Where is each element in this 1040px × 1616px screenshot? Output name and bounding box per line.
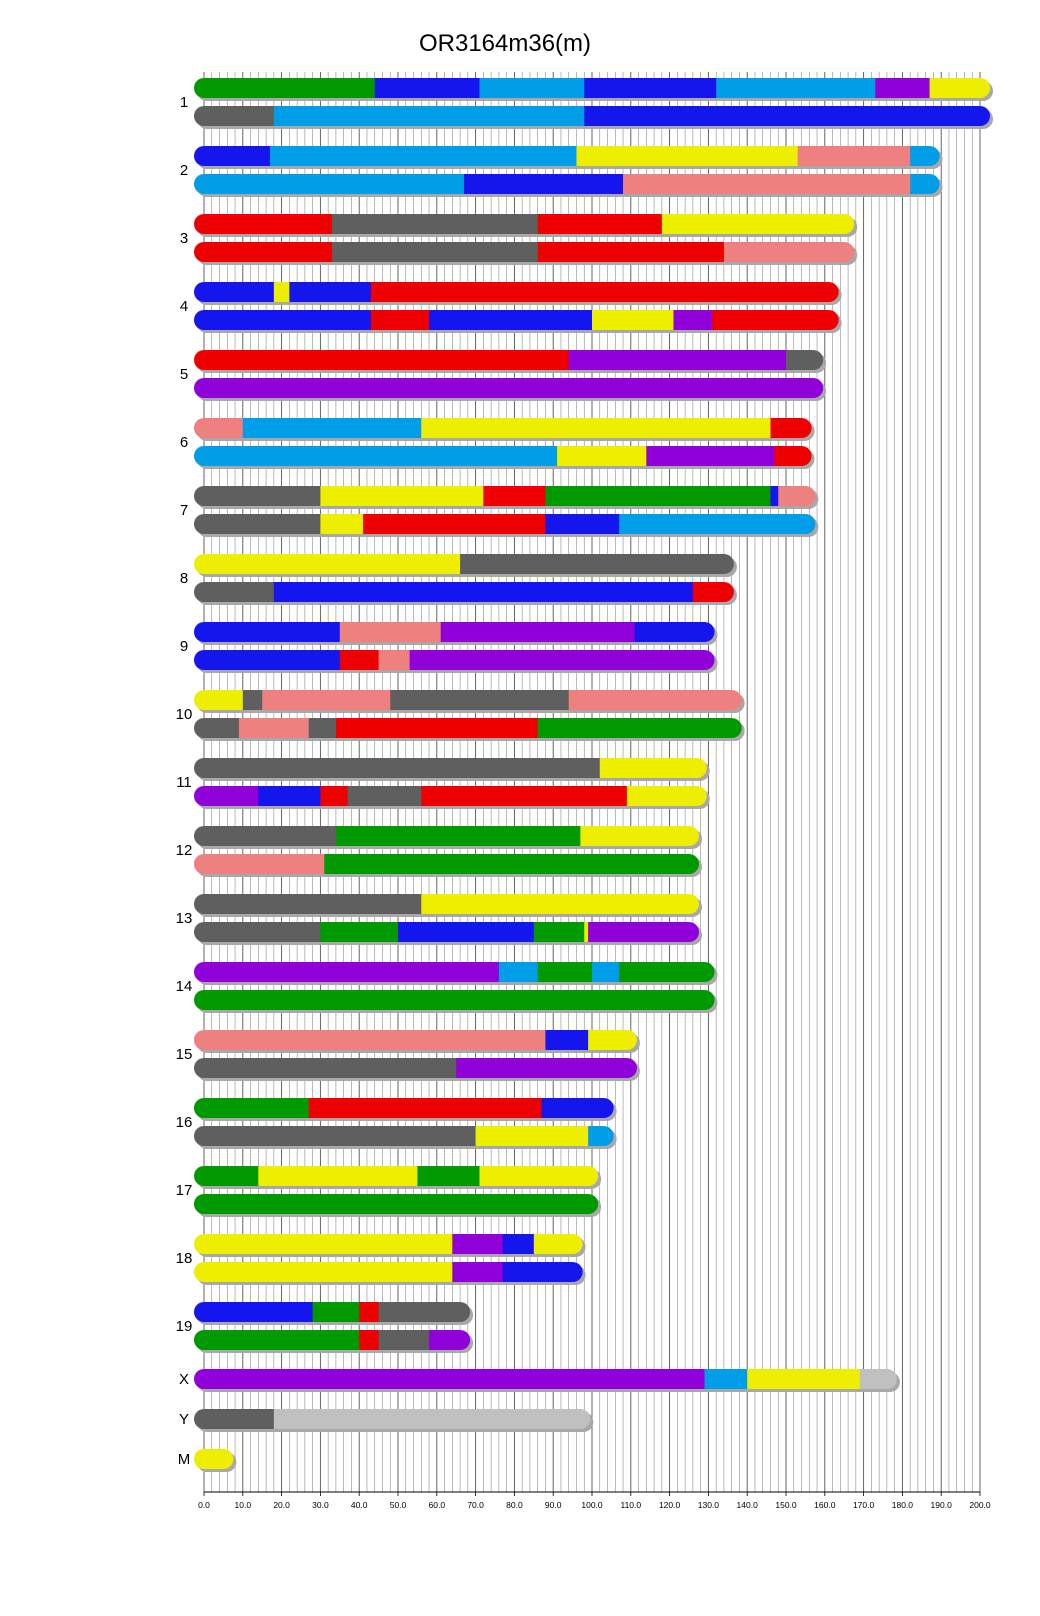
x-tick-label: 10.0 [234, 1500, 252, 1510]
segment-green [194, 990, 715, 1010]
x-tick-label: 120.0 [658, 1500, 681, 1510]
segment-purple [429, 1330, 470, 1350]
segment-lightblue [716, 78, 875, 98]
segment-green [194, 1330, 360, 1350]
segment-lightblue [705, 1369, 748, 1389]
haplotype-bar [194, 622, 715, 642]
x-tick-label: 70.0 [467, 1500, 484, 1510]
segment-lightblue [619, 514, 816, 534]
segment-blue [194, 146, 270, 166]
haplotype-bar [194, 1194, 599, 1214]
segment-purple [569, 350, 787, 370]
segment-purple [875, 78, 930, 98]
segment-yellow [584, 922, 588, 942]
segment-blue [375, 78, 480, 98]
segment-gray [194, 922, 321, 942]
segment-green [324, 854, 699, 874]
segment-pink [724, 242, 855, 262]
segment-red [371, 282, 839, 302]
segment-pink [798, 146, 911, 166]
haplotype-bar [194, 650, 715, 670]
haplotype-bar [194, 718, 742, 738]
segment-yellow [194, 690, 243, 710]
x-tick-label: 0.0 [198, 1500, 210, 1510]
segment-yellow [479, 1166, 598, 1186]
segment-blue [503, 1262, 583, 1282]
haplotype-bar [194, 1302, 470, 1322]
segment-red [340, 650, 379, 670]
segment-blue [289, 282, 371, 302]
segment-lightblue [194, 446, 557, 466]
segment-yellow [194, 1262, 453, 1282]
segment-gray [332, 242, 538, 262]
segment-lightblue [910, 146, 940, 166]
segment-yellow [476, 1126, 589, 1146]
segment-yellow [194, 554, 460, 574]
segment-gray [348, 786, 422, 806]
chromosome-label: 14 [175, 978, 193, 995]
x-tick-label: 190.0 [930, 1500, 952, 1510]
segment-pink [194, 854, 325, 874]
segment-yellow [421, 894, 699, 914]
segment-blue [194, 310, 371, 330]
segment-red [194, 350, 569, 370]
segment-pink [340, 622, 441, 642]
x-axis [198, 1492, 991, 1510]
segment-gray [332, 214, 538, 234]
segment-purple [194, 962, 499, 982]
segment-green [534, 922, 585, 942]
segment-red [320, 786, 348, 806]
segment-yellow [557, 446, 647, 466]
segment-purple [194, 786, 259, 806]
segment-purple [452, 1234, 503, 1254]
segment-purple [673, 310, 712, 330]
haplotype-bar [194, 418, 812, 438]
segment-blue [194, 1302, 313, 1322]
segment-pink [778, 486, 816, 506]
chromosome-label: X [178, 1371, 190, 1388]
segment-blue [635, 622, 715, 642]
chromosome-label: 7 [179, 502, 189, 519]
x-tick-label: 50.0 [389, 1500, 407, 1510]
segment-blue [545, 1030, 588, 1050]
x-tick-label: 170.0 [852, 1500, 875, 1510]
x-tick-label: 90.0 [544, 1500, 562, 1510]
chromosome-label: Y [178, 1411, 190, 1428]
segment-green [336, 826, 581, 846]
segment-lightblue [588, 1126, 614, 1146]
chromosome-labels [176, 94, 193, 1468]
segment-gray [194, 758, 600, 778]
haplotype-bar [194, 1126, 614, 1146]
segment-yellow [534, 1234, 583, 1254]
haplotype-bar [194, 786, 707, 806]
chromosome-label: 9 [179, 638, 189, 655]
segment-yellow [421, 418, 771, 438]
segment-lightgray [274, 1409, 591, 1429]
chromosome-label: 10 [175, 706, 193, 723]
chromosome-label: 18 [175, 1250, 193, 1267]
segment-blue [770, 486, 778, 506]
haplotype-bar [194, 1449, 234, 1469]
segment-green [194, 1166, 259, 1186]
chromosome-label: 12 [175, 842, 193, 859]
segment-pink [239, 718, 309, 738]
segment-green [545, 486, 770, 506]
haplotype-bar [194, 1166, 599, 1186]
segment-yellow [194, 1234, 453, 1254]
chromosome-label: 5 [179, 366, 189, 383]
haplotype-bar [194, 514, 816, 534]
segment-pink [194, 1030, 546, 1050]
haplotype-bar [194, 486, 816, 506]
haplotype-bar [194, 1234, 583, 1254]
x-tick-label: 20.0 [273, 1500, 290, 1510]
haplotype-bar [194, 1262, 583, 1282]
segment-yellow [320, 514, 363, 534]
haplotype-bar [194, 990, 715, 1010]
segment-red [359, 1302, 379, 1322]
segment-lightblue [499, 962, 538, 982]
segment-yellow [580, 826, 699, 846]
segment-blue [584, 106, 990, 126]
x-tick-label: 30.0 [312, 1500, 329, 1510]
segment-green [194, 1098, 309, 1118]
chromosome-label: M [177, 1451, 191, 1468]
x-tick-label: 140.0 [736, 1500, 758, 1510]
segment-gray [194, 1126, 476, 1146]
segment-yellow [627, 786, 707, 806]
haplotype-bar [194, 174, 940, 194]
segment-green [194, 1194, 599, 1214]
segment-blue [584, 78, 716, 98]
x-tick-label: 130.0 [697, 1500, 720, 1510]
haplotype-bar [194, 106, 990, 126]
segment-blue [545, 514, 619, 534]
segment-green [619, 962, 715, 982]
segment-green [417, 1166, 479, 1186]
segment-gray [194, 486, 321, 506]
segment-pink [194, 418, 243, 438]
haplotype-bar [194, 690, 742, 710]
segment-green [538, 962, 593, 982]
segment-gray [194, 582, 274, 602]
haplotype-bar [194, 446, 812, 466]
chromosome-label: 8 [179, 570, 189, 587]
segment-lightblue [270, 146, 577, 166]
segment-gray [194, 826, 336, 846]
segment-lightblue [479, 78, 584, 98]
segment-yellow [274, 282, 290, 302]
segment-blue [429, 310, 592, 330]
haplotype-bar [194, 242, 855, 262]
x-tick-label: 180.0 [891, 1500, 914, 1510]
segment-blue [194, 622, 340, 642]
segment-yellow [576, 146, 798, 166]
haplotype-bar [194, 310, 839, 330]
segment-purple [194, 378, 824, 398]
segment-yellow [600, 758, 707, 778]
segment-blue [194, 650, 340, 670]
haplotype-bar [194, 894, 699, 914]
segment-green [194, 78, 375, 98]
segment-red [336, 718, 538, 738]
haplotype-bar [194, 146, 940, 166]
segment-red [538, 242, 725, 262]
chromosome-label: 17 [175, 1182, 193, 1199]
segment-yellow [588, 1030, 637, 1050]
chromosome-label: 19 [175, 1318, 193, 1335]
haplotype-bar [194, 378, 824, 398]
x-tick-label: 40.0 [350, 1500, 368, 1510]
x-tick-label: 150.0 [775, 1500, 797, 1510]
x-tick-label: 200.0 [969, 1500, 991, 1510]
chromosome-label: 15 [175, 1046, 193, 1063]
segment-purple [588, 922, 699, 942]
haplotype-bar [194, 282, 839, 302]
segment-gray [194, 106, 274, 126]
segment-pink [623, 174, 911, 194]
segment-red [363, 514, 546, 534]
haplotype-bar [194, 1409, 591, 1429]
chromosome-label: 13 [175, 910, 193, 927]
haplotype-bar [194, 922, 699, 942]
haplotype-bar [194, 78, 990, 98]
segment-purple [410, 650, 715, 670]
segment-yellow [320, 486, 483, 506]
haplotype-bar [194, 854, 699, 874]
chart-title: OR3164m36(m) [418, 30, 592, 57]
chromosome-label: 1 [179, 94, 189, 111]
x-tick-label: 160.0 [814, 1500, 836, 1510]
segment-gray [194, 1409, 274, 1429]
segment-gray [243, 690, 263, 710]
segment-red [712, 310, 839, 330]
segment-purple [452, 1262, 503, 1282]
segment-blue [258, 786, 320, 806]
segment-yellow [592, 310, 674, 330]
segment-red [309, 1098, 542, 1118]
haplotype-bar [194, 758, 707, 778]
segment-red [483, 486, 545, 506]
segment-blue [274, 582, 693, 602]
haplotype-bar [194, 1098, 614, 1118]
segment-gray [460, 554, 734, 574]
segment-red [194, 214, 332, 234]
haplotype-bar [194, 554, 734, 574]
segment-purple [194, 1369, 705, 1389]
segment-red [693, 582, 734, 602]
segment-lightblue [243, 418, 422, 438]
haplotype-bar [194, 350, 824, 370]
chromosome-label: 6 [179, 434, 189, 451]
haplotype-bar [194, 1369, 897, 1389]
x-tick-label: 60.0 [428, 1500, 446, 1510]
haplotype-bar [194, 214, 855, 234]
segment-gray [786, 350, 824, 370]
segment-lightblue [592, 962, 620, 982]
segment-lightgray [860, 1369, 898, 1389]
segment-blue [503, 1234, 534, 1254]
segment-red [421, 786, 627, 806]
haplotype-bar [194, 582, 734, 602]
haplotype-bar [194, 962, 715, 982]
segment-blue [194, 282, 274, 302]
segment-green [538, 718, 742, 738]
segment-yellow [747, 1369, 860, 1389]
segment-pink [262, 690, 390, 710]
segment-blue [542, 1098, 614, 1118]
segment-gray [194, 1058, 457, 1078]
segment-gray [194, 894, 422, 914]
segment-blue [398, 922, 534, 942]
segment-gray [309, 718, 337, 738]
segment-yellow [662, 214, 855, 234]
chromosome-label: 4 [179, 298, 189, 315]
segment-blue [464, 174, 623, 194]
segment-yellow [930, 78, 991, 98]
segment-gray [379, 1302, 471, 1322]
segment-pink [379, 650, 410, 670]
segment-green [313, 1302, 360, 1322]
segment-red [774, 446, 812, 466]
segment-yellow [258, 1166, 417, 1186]
segment-pink [569, 690, 742, 710]
segment-green [320, 922, 398, 942]
segment-red [538, 214, 663, 234]
chromosome-label: 3 [179, 230, 189, 247]
segment-lightblue [910, 174, 940, 194]
segment-gray [194, 514, 321, 534]
segment-gray [390, 690, 569, 710]
segment-yellow [194, 1449, 234, 1469]
chromosome-label: 16 [175, 1114, 193, 1131]
segment-lightblue [194, 174, 464, 194]
segment-purple [441, 622, 635, 642]
haplotype-bar [194, 1030, 637, 1050]
chromosome-label: 2 [179, 162, 189, 179]
haplotype-bar [194, 826, 699, 846]
x-tick-label: 100.0 [581, 1500, 603, 1510]
segment-red [359, 1330, 379, 1350]
chromosome-label: 11 [176, 774, 192, 791]
segment-red [194, 242, 332, 262]
segment-red [770, 418, 811, 438]
segment-lightblue [274, 106, 585, 126]
x-tick-label: 80.0 [506, 1500, 523, 1510]
segment-purple [456, 1058, 637, 1078]
haplotype-bar [194, 1058, 637, 1078]
segment-purple [646, 446, 774, 466]
haplotype-bar [194, 1330, 470, 1350]
x-tick-label: 110.0 [620, 1500, 642, 1510]
segment-gray [194, 718, 239, 738]
segment-red [371, 310, 430, 330]
segment-gray [379, 1330, 430, 1350]
